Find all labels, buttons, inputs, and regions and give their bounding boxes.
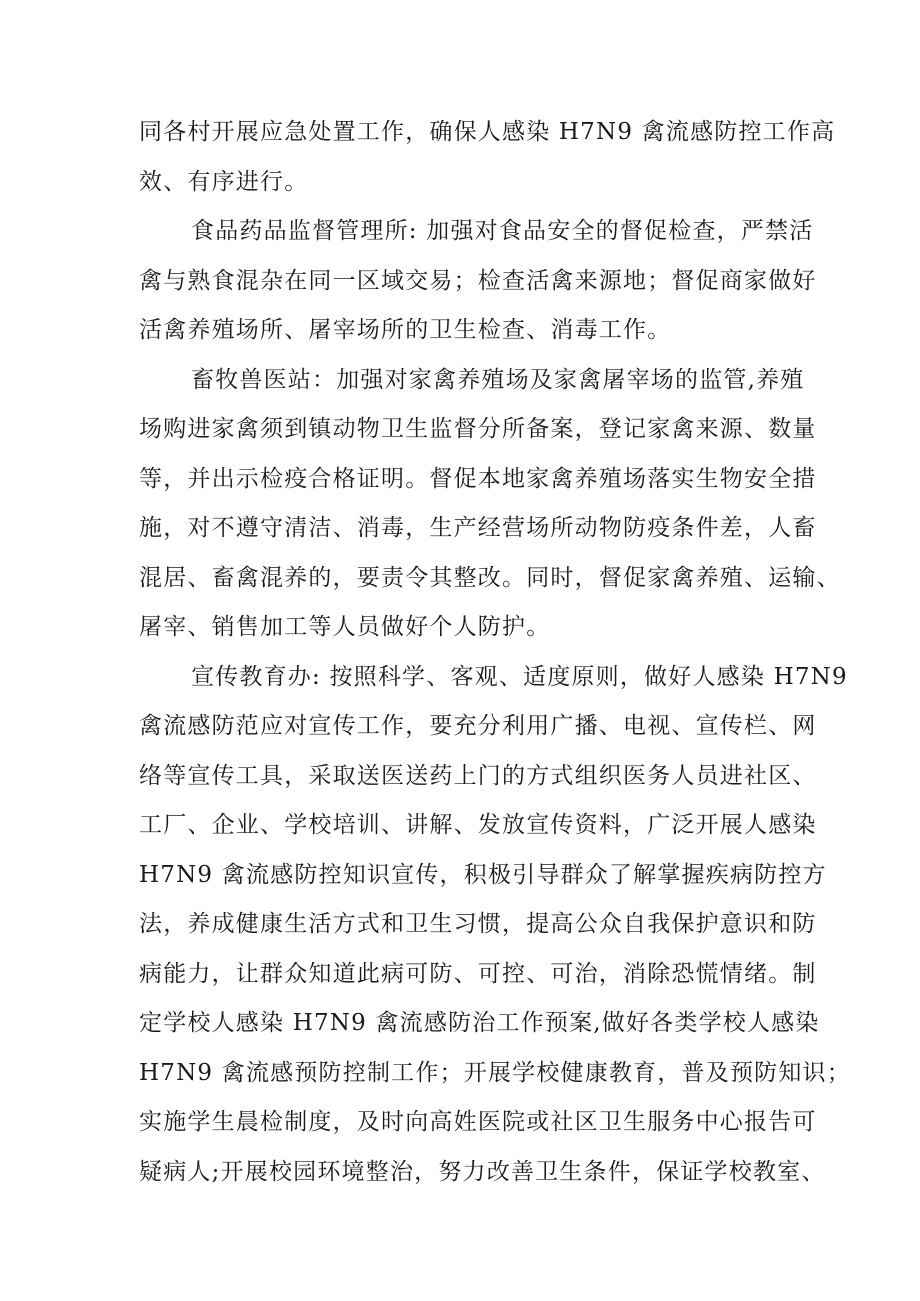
paragraph-line: 同各村开展应急处置工作，确保人感染 H7N9 禽流感防控工作高	[139, 119, 836, 145]
paragraph-line: 病能力，让群众知道此病可防、可控、可治，消除恐慌情绪。制	[139, 960, 817, 987]
paragraph-line: H7N9 禽流感预防控制工作；开展学校健康教育，普及预防知识；	[139, 1059, 851, 1086]
paragraph-line: 场购进家禽须到镇动物卫生监督分所备案，登记家禽来源、数量	[139, 416, 817, 442]
paragraph-line: 食品药品监督管理所: 加强对食品安全的督促检查，严禁活	[191, 218, 814, 244]
paragraph-line: 定学校人感染 H7N9 禽流感防治工作预案,做好各类学校人感染	[139, 1010, 820, 1036]
paragraph-line: 活禽养殖场所、屠宰场所的卫生检查、消毒工作。	[139, 317, 672, 343]
paragraph-line: 混居、畜禽混养的，要责令其整改。同时，督促家禽养殖、运输、	[139, 564, 841, 591]
document-body	[139, 108, 851, 1197]
paragraph-line: 法，养成健康生活方式和卫生习惯，提高公众自我保护意识和防	[139, 911, 817, 937]
paragraph-line: 畜牧兽医站：加强对家禽养殖场及家禽屠宰场的监管,养殖	[191, 366, 805, 393]
paragraph-line: H7N9 禽流感防控知识宣传，积极引导群众了解掌握疾病防控方	[139, 861, 827, 888]
paragraph-line: 屠宰、销售加工等人员做好个人防护。	[139, 614, 551, 640]
paragraph-line: 宣传教育办: 按照科学、客观、适度原则，做好人感染 H7N9	[191, 663, 848, 690]
paragraph-line: 施，对不遵守清洁、消毒，生产经营场所动物防疫条件差，人畜	[139, 515, 817, 541]
paragraph-intro-continuation	[139, 108, 836, 207]
paragraph-line: 等，并出示检疫合格证明。督促本地家禽养殖场落实生物安全措	[139, 465, 817, 492]
paragraph-line: 络等宣传工具，采取送医送药上门的方式组织医务人员进社区、	[139, 762, 817, 789]
paragraph-line: 实施学生晨检制度，及时向高姓医院或社区卫生服务中心报告可	[139, 1109, 817, 1135]
paragraph-line: 效、有序进行。	[139, 168, 309, 195]
paragraph-food-drug-supervision	[139, 207, 817, 356]
paragraph-line: 禽流感防范应对宣传工作，要充分利用广播、电视、宣传栏、网	[139, 713, 817, 739]
paragraph-line: 禽与熟食混杂在同一区域交易；检查活禽来源地；督促商家做好	[139, 267, 817, 294]
paragraph-veterinary-station	[139, 356, 841, 653]
paragraph-publicity-education	[139, 653, 851, 1198]
paragraph-line: 工厂、企业、学校培训、讲解、发放宣传资料，广泛开展人感染	[139, 812, 817, 838]
paragraph-line: 疑病人;开展校园环境整治，努力改善卫生条件，保证学校教室、	[139, 1158, 826, 1185]
